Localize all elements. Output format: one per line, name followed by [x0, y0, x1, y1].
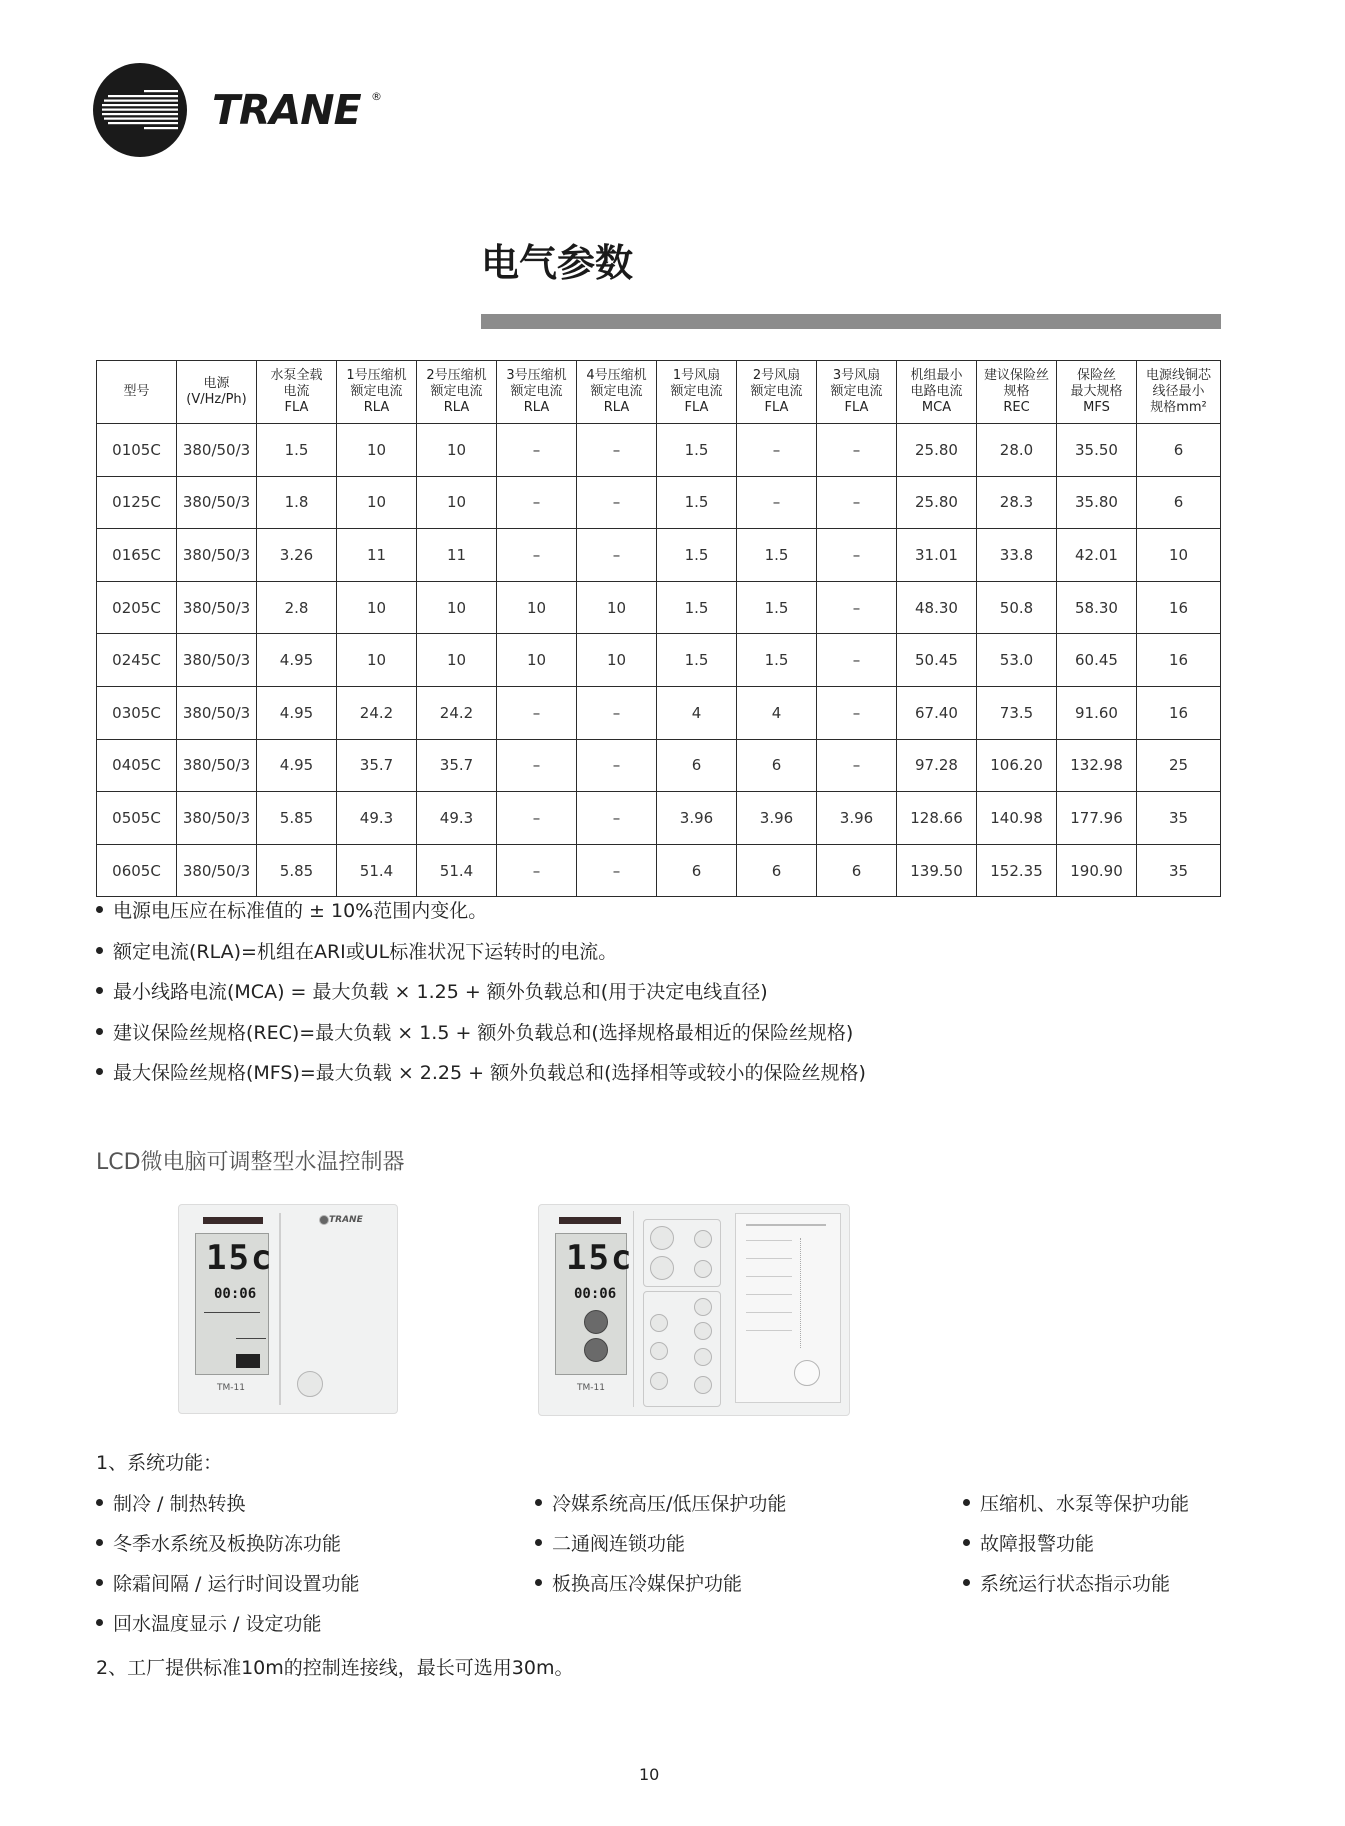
- table-cell: 4.95: [257, 686, 337, 739]
- table-cell: 380/50/3: [177, 686, 257, 739]
- brand-name: TRANE: [212, 86, 361, 134]
- table-cell: 128.66: [897, 792, 977, 845]
- column-header: 保险丝 最大规格 MFS: [1057, 361, 1137, 424]
- table-cell: 31.01: [897, 529, 977, 582]
- note-item: 最大保险丝规格(MFS)=最大负载 × 2.25 + 额外负载总和(选择相等或较小的保险丝规格): [96, 1058, 866, 1085]
- function-button[interactable]: [694, 1376, 712, 1394]
- controller-photo-closed: [178, 1204, 398, 1414]
- table-cell: 4.95: [257, 739, 337, 792]
- column-header: 2号压缩机 额定电流 RLA: [417, 361, 497, 424]
- table-cell: 1.5: [737, 529, 817, 582]
- electrical-parameter-table: [96, 360, 1221, 897]
- table-cell: 380/50/3: [177, 476, 257, 529]
- table-cell: 25.80: [897, 476, 977, 529]
- table-cell: 190.90: [1057, 844, 1137, 897]
- table-cell: 91.60: [1057, 686, 1137, 739]
- table-cell: 24.2: [417, 686, 497, 739]
- table-cell: 10: [577, 634, 657, 687]
- function-item: 回水温度显示 / 设定功能: [96, 1609, 321, 1636]
- function-item: 压缩机、水泵等保护功能: [963, 1489, 1189, 1516]
- table-cell: –: [817, 476, 897, 529]
- table-cell: –: [577, 792, 657, 845]
- bullet-icon: [535, 1499, 542, 1506]
- page-number: 10: [639, 1765, 660, 1784]
- table-body: [97, 424, 1221, 897]
- table-cell: 6: [657, 844, 737, 897]
- bullet-icon: [96, 1028, 103, 1035]
- function-item: 二通阀连锁功能: [535, 1529, 685, 1556]
- function-button[interactable]: [650, 1342, 668, 1360]
- table-cell: 0125C: [97, 476, 177, 529]
- table-cell: 35: [1137, 844, 1221, 897]
- trane-globe-icon: [92, 62, 188, 158]
- table-cell: –: [817, 424, 897, 477]
- function-item: 冬季水系统及板换防冻功能: [96, 1529, 341, 1556]
- function-item: 故障报警功能: [963, 1529, 1094, 1556]
- table-cell: 3.26: [257, 529, 337, 582]
- table-cell: 380/50/3: [177, 529, 257, 582]
- table-cell: 49.3: [337, 792, 417, 845]
- column-header: 1号压缩机 额定电流 RLA: [337, 361, 417, 424]
- table-cell: 10: [577, 581, 657, 634]
- table-cell: 28.3: [977, 476, 1057, 529]
- table-cell: 152.35: [977, 844, 1057, 897]
- table-cell: 0605C: [97, 844, 177, 897]
- power-button[interactable]: [650, 1372, 668, 1390]
- table-cell: 49.3: [417, 792, 497, 845]
- table-cell: 1.5: [657, 581, 737, 634]
- table-row: [97, 739, 1221, 792]
- column-header: 型号: [97, 361, 177, 424]
- table-cell: 97.28: [897, 739, 977, 792]
- table-cell: 35.7: [337, 739, 417, 792]
- table-cell: 11: [337, 529, 417, 582]
- table-cell: 380/50/3: [177, 424, 257, 477]
- table-cell: 42.01: [1057, 529, 1137, 582]
- table-cell: 50.45: [897, 634, 977, 687]
- mode-button[interactable]: [694, 1230, 712, 1248]
- bullet-icon: [535, 1539, 542, 1546]
- table-cell: 1.5: [657, 424, 737, 477]
- table-cell: 380/50/3: [177, 634, 257, 687]
- table-cell: 6: [1137, 476, 1221, 529]
- function-button[interactable]: [650, 1314, 668, 1332]
- button-panel: [643, 1219, 721, 1287]
- column-header: 电源 (V/Hz/Ph): [177, 361, 257, 424]
- lcd-screen: 15c 00:06: [555, 1233, 627, 1375]
- column-header: 机组最小 电路电流 MCA: [897, 361, 977, 424]
- table-cell: 16: [1137, 686, 1221, 739]
- page-title: 电气参数: [481, 241, 634, 285]
- up-button[interactable]: [650, 1226, 674, 1250]
- table-row: [97, 792, 1221, 845]
- table-cell: 0165C: [97, 529, 177, 582]
- table-cell: 35: [1137, 792, 1221, 845]
- set-button[interactable]: [694, 1260, 712, 1278]
- fan-icon: [584, 1310, 608, 1334]
- table-cell: 106.20: [977, 739, 1057, 792]
- table-cell: 1.5: [257, 424, 337, 477]
- model-label: TM-11: [577, 1383, 605, 1393]
- column-header: 4号压缩机 额定电流 RLA: [577, 361, 657, 424]
- table-cell: 6: [657, 739, 737, 792]
- trane-logo: [92, 62, 472, 162]
- registered-mark: ®: [371, 90, 382, 103]
- table-cell: 10: [497, 581, 577, 634]
- function-item: 除霜间隔 / 运行时间设置功能: [96, 1569, 359, 1596]
- table-cell: 3.96: [817, 792, 897, 845]
- table-cell: –: [577, 844, 657, 897]
- function-label-card: [735, 1213, 841, 1403]
- note-item: 最小线路电流(MCA) = 最大负载 × 1.25 + 额外负载总和(用于决定电线直径): [96, 977, 768, 1004]
- bullet-icon: [96, 1579, 103, 1586]
- table-cell: 140.98: [977, 792, 1057, 845]
- table-row: [97, 476, 1221, 529]
- fan-icon: [584, 1338, 608, 1362]
- table-cell: 16: [1137, 634, 1221, 687]
- table-cell: 24.2: [337, 686, 417, 739]
- table-cell: 139.50: [897, 844, 977, 897]
- function-button[interactable]: [694, 1298, 712, 1316]
- bullet-icon: [96, 1068, 103, 1075]
- column-header: 水泵全载 电流 FLA: [257, 361, 337, 424]
- table-cell: 33.8: [977, 529, 1057, 582]
- table-cell: 25: [1137, 739, 1221, 792]
- table-cell: –: [577, 424, 657, 477]
- table-cell: 1.5: [657, 529, 737, 582]
- table-cell: 6: [737, 844, 817, 897]
- table-cell: 0205C: [97, 581, 177, 634]
- trane-small-logo: TRANE: [329, 1215, 363, 1225]
- table-row: [97, 634, 1221, 687]
- table-cell: –: [817, 529, 897, 582]
- function-item: 板换高压冷媒保护功能: [535, 1569, 742, 1596]
- table-cell: –: [497, 686, 577, 739]
- bullet-icon: [96, 987, 103, 994]
- bullet-icon: [535, 1579, 542, 1586]
- fan-icon: [236, 1354, 260, 1368]
- table-header-row: [97, 361, 1221, 424]
- table-cell: 10: [337, 476, 417, 529]
- bullet-icon: [963, 1539, 970, 1546]
- table-cell: 4: [737, 686, 817, 739]
- note-item: 建议保险丝规格(REC)=最大负载 × 1.5 + 额外负载总和(选择规格最相近的保险丝规格): [96, 1018, 853, 1045]
- bullet-icon: [96, 1539, 103, 1546]
- table-cell: 10: [417, 581, 497, 634]
- function-item: 系统运行状态指示功能: [963, 1569, 1170, 1596]
- column-header: 1号风扇 额定电流 FLA: [657, 361, 737, 424]
- table-cell: –: [817, 739, 897, 792]
- table-cell: 10: [337, 424, 417, 477]
- table-cell: 6: [737, 739, 817, 792]
- table-cell: 10: [417, 424, 497, 477]
- table-cell: 10: [1137, 529, 1221, 582]
- table-cell: –: [497, 739, 577, 792]
- table-cell: 67.40: [897, 686, 977, 739]
- table-cell: 0505C: [97, 792, 177, 845]
- table-cell: 3.96: [737, 792, 817, 845]
- table-cell: 5.85: [257, 844, 337, 897]
- table-cell: –: [577, 529, 657, 582]
- footnote: 2、工厂提供标准10m的控制连接线，最长可选用30m。: [96, 1657, 574, 1679]
- table-cell: 35.7: [417, 739, 497, 792]
- column-header: 3号风扇 额定电流 FLA: [817, 361, 897, 424]
- table-cell: 1.5: [737, 581, 817, 634]
- table-cell: –: [497, 424, 577, 477]
- table-cell: 11: [417, 529, 497, 582]
- table-cell: 380/50/3: [177, 739, 257, 792]
- table-cell: 380/50/3: [177, 792, 257, 845]
- table-cell: 0245C: [97, 634, 177, 687]
- table-row: [97, 844, 1221, 897]
- table-cell: –: [577, 739, 657, 792]
- table-cell: 28.0: [977, 424, 1057, 477]
- table-cell: 1.5: [737, 634, 817, 687]
- table-cell: 10: [337, 634, 417, 687]
- table-cell: –: [497, 476, 577, 529]
- table-cell: 58.30: [1057, 581, 1137, 634]
- bullet-icon: [96, 1499, 103, 1506]
- table-cell: 1.8: [257, 476, 337, 529]
- table-cell: 35.80: [1057, 476, 1137, 529]
- column-header: 2号风扇 额定电流 FLA: [737, 361, 817, 424]
- function-item: 制冷 / 制热转换: [96, 1489, 245, 1516]
- table-row: [97, 529, 1221, 582]
- table-cell: 3.96: [657, 792, 737, 845]
- table-cell: 380/50/3: [177, 844, 257, 897]
- button-panel: [643, 1291, 721, 1407]
- table-cell: 10: [417, 476, 497, 529]
- table-cell: –: [737, 476, 817, 529]
- model-label: TM-11: [217, 1383, 245, 1393]
- function-button[interactable]: [694, 1322, 712, 1340]
- table-cell: 132.98: [1057, 739, 1137, 792]
- table-cell: 50.8: [977, 581, 1057, 634]
- table-cell: 2.8: [257, 581, 337, 634]
- table-cell: 60.45: [1057, 634, 1137, 687]
- table-cell: –: [497, 529, 577, 582]
- table-cell: 0105C: [97, 424, 177, 477]
- table-cell: –: [737, 424, 817, 477]
- table-cell: –: [817, 686, 897, 739]
- table-cell: –: [817, 634, 897, 687]
- bullet-icon: [963, 1579, 970, 1586]
- table-cell: –: [497, 844, 577, 897]
- table-cell: 4: [657, 686, 737, 739]
- power-button[interactable]: [297, 1371, 323, 1397]
- table-cell: 6: [1137, 424, 1221, 477]
- note-item: 电源电压应在标准值的 ± 10%范围内变化。: [96, 896, 487, 923]
- bullet-icon: [96, 947, 103, 954]
- table-cell: 4.95: [257, 634, 337, 687]
- functions-heading: 1、系统功能：: [96, 1452, 223, 1474]
- controller-section-title: LCD微电脑可调整型水温控制器: [96, 1150, 405, 1175]
- controller-photo-open: [538, 1204, 850, 1416]
- table-cell: 16: [1137, 581, 1221, 634]
- table-cell: 51.4: [417, 844, 497, 897]
- table-cell: 10: [497, 634, 577, 687]
- table-cell: –: [577, 476, 657, 529]
- table-cell: –: [817, 581, 897, 634]
- title-underline-bar: [481, 314, 1221, 329]
- table-cell: 10: [337, 581, 417, 634]
- function-button[interactable]: [694, 1348, 712, 1366]
- table-cell: 51.4: [337, 844, 417, 897]
- table-cell: 25.80: [897, 424, 977, 477]
- table-cell: 48.30: [897, 581, 977, 634]
- column-header: 建议保险丝 规格 REC: [977, 361, 1057, 424]
- column-header: 3号压缩机 额定电流 RLA: [497, 361, 577, 424]
- table-cell: 380/50/3: [177, 581, 257, 634]
- table-cell: 1.5: [657, 476, 737, 529]
- note-item: 额定电流(RLA)=机组在ARI或UL标准状况下运转时的电流。: [96, 937, 617, 964]
- bullet-icon: [96, 1619, 103, 1626]
- table-cell: 53.0: [977, 634, 1057, 687]
- table-cell: 177.96: [1057, 792, 1137, 845]
- table-cell: 0405C: [97, 739, 177, 792]
- table-cell: 73.5: [977, 686, 1057, 739]
- table-cell: –: [577, 686, 657, 739]
- table-cell: 10: [417, 634, 497, 687]
- table-row: [97, 581, 1221, 634]
- table-cell: 6: [817, 844, 897, 897]
- lcd-screen: 15c 00:06: [195, 1233, 269, 1375]
- table-row: [97, 686, 1221, 739]
- table-row: [97, 424, 1221, 477]
- function-item: 冷媒系统高压/低压保护功能: [535, 1489, 786, 1516]
- table-cell: –: [497, 792, 577, 845]
- bullet-icon: [96, 906, 103, 913]
- bullet-icon: [963, 1499, 970, 1506]
- table-cell: 5.85: [257, 792, 337, 845]
- down-button[interactable]: [650, 1256, 674, 1280]
- table-cell: 1.5: [657, 634, 737, 687]
- table-cell: 0305C: [97, 686, 177, 739]
- table-cell: 35.50: [1057, 424, 1137, 477]
- column-header: 电源线铜芯 线径最小 规格mm²: [1137, 361, 1221, 424]
